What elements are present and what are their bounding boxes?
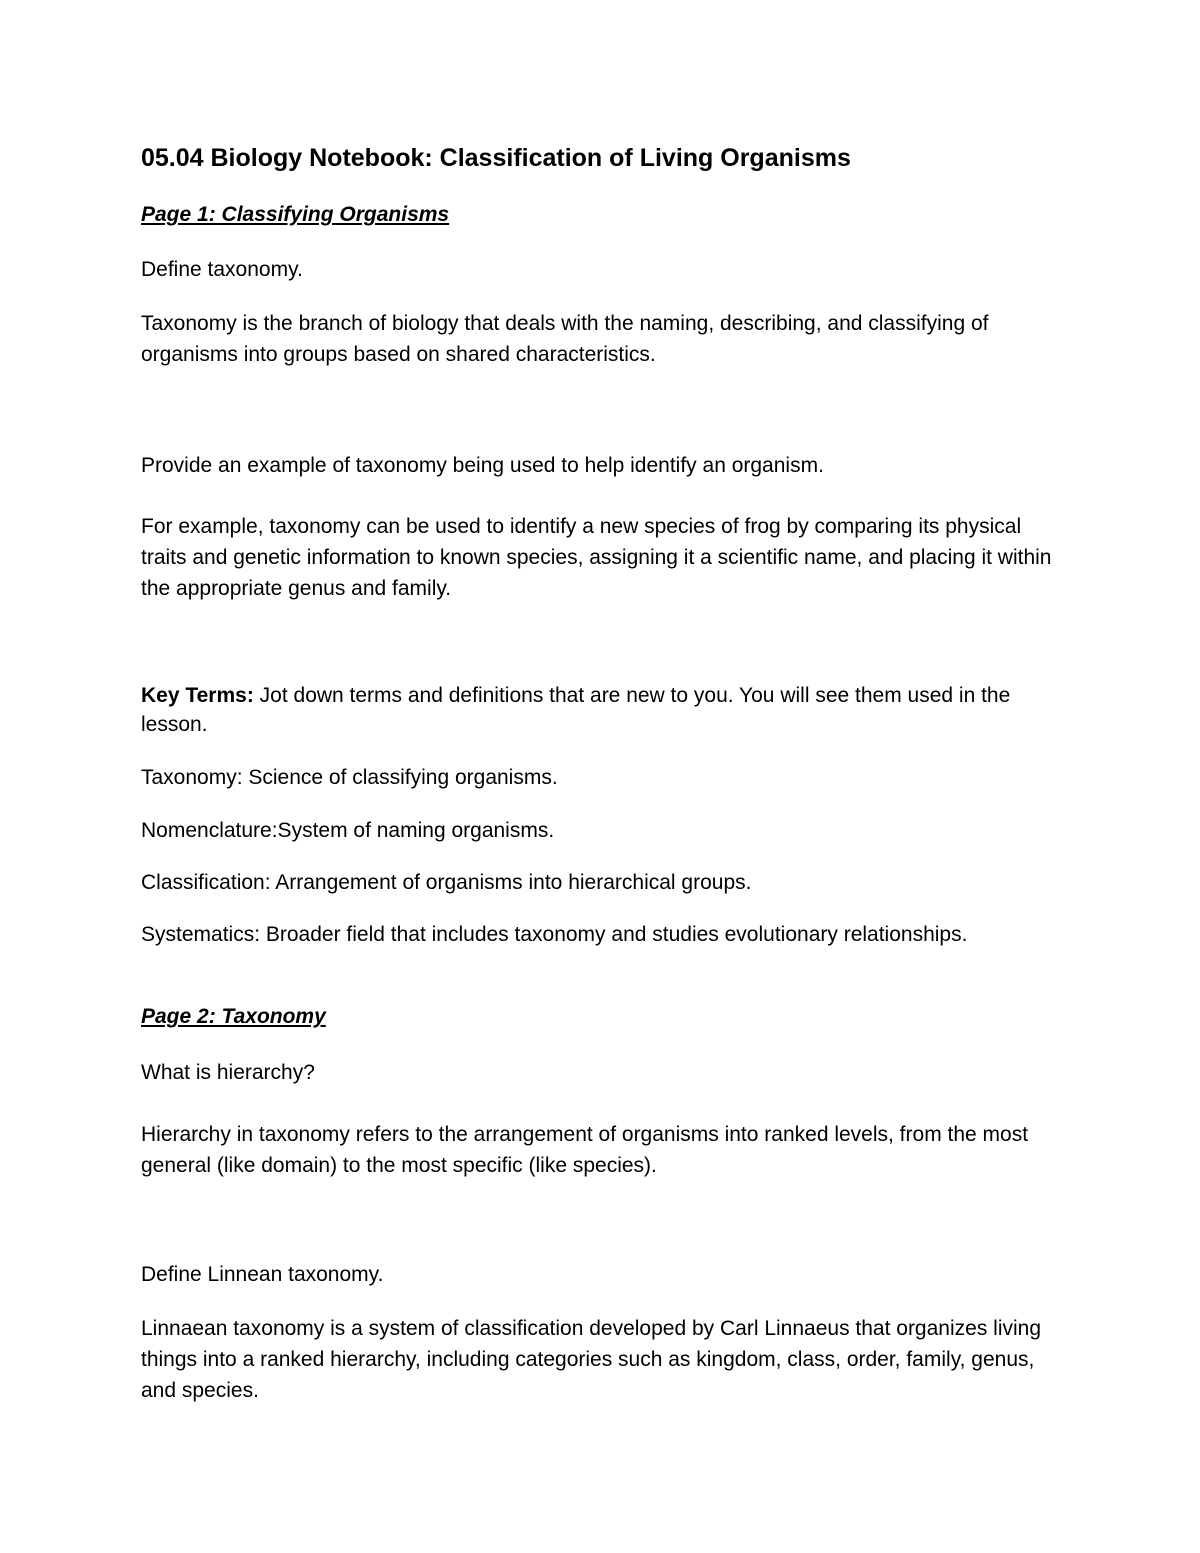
document-title: 05.04 Biology Notebook: Classification of Living Organisms	[141, 144, 851, 172]
page2-heading: Page 2: Taxonomy	[141, 1005, 326, 1028]
key-term-item: Classification: Arrangement of organisms into hierarchical groups.	[141, 871, 752, 894]
page2-question-2: Define Linnean taxonomy.	[141, 1263, 384, 1286]
page2-question-1: What is hierarchy?	[141, 1061, 315, 1084]
page1-question-2: Provide an example of taxonomy being used to help identify an organism.	[141, 454, 824, 477]
page2-answer-2: Linnaean taxonomy is a system of classification developed by Carl Linnaeus that organizes living things into a ranked hierarchy, including categories such as kingdom, class, order, family, genus, and species.	[141, 1317, 1042, 1402]
page1-answer-2: For example, taxonomy can be used to identify a new species of frog by comparing its physical traits and genetic information to known species, assigning it a scientific name, and placing it within the appropriate genus and family.	[141, 515, 1052, 600]
page1-heading: Page 1: Classifying Organisms	[141, 203, 450, 226]
page2-answer-1: Hierarchy in taxonomy refers to the arrangement of organisms into ranked levels, from the most general (like domain) to the most specific (like species).	[141, 1123, 1029, 1177]
page1-answer-1: Taxonomy is the branch of biology that deals with the naming, describing, and classifying of organisms into groups based on shared characteristics.	[141, 312, 989, 366]
key-term-item: Systematics: Broader field that includes taxonomy and studies evolutionary relationships.	[141, 923, 968, 946]
key-term-item: Nomenclature:System of naming organisms.	[141, 819, 555, 842]
key-terms-label: Key Terms:	[141, 684, 254, 707]
page1-question-1: Define taxonomy.	[141, 258, 303, 281]
key-terms-intro	[141, 681, 1056, 739]
key-term-item: Taxonomy: Science of classifying organisms.	[141, 766, 558, 789]
key-terms-instruction: Jot down terms and definitions that are new to you. You will see them used in the lesson.	[141, 684, 1011, 736]
